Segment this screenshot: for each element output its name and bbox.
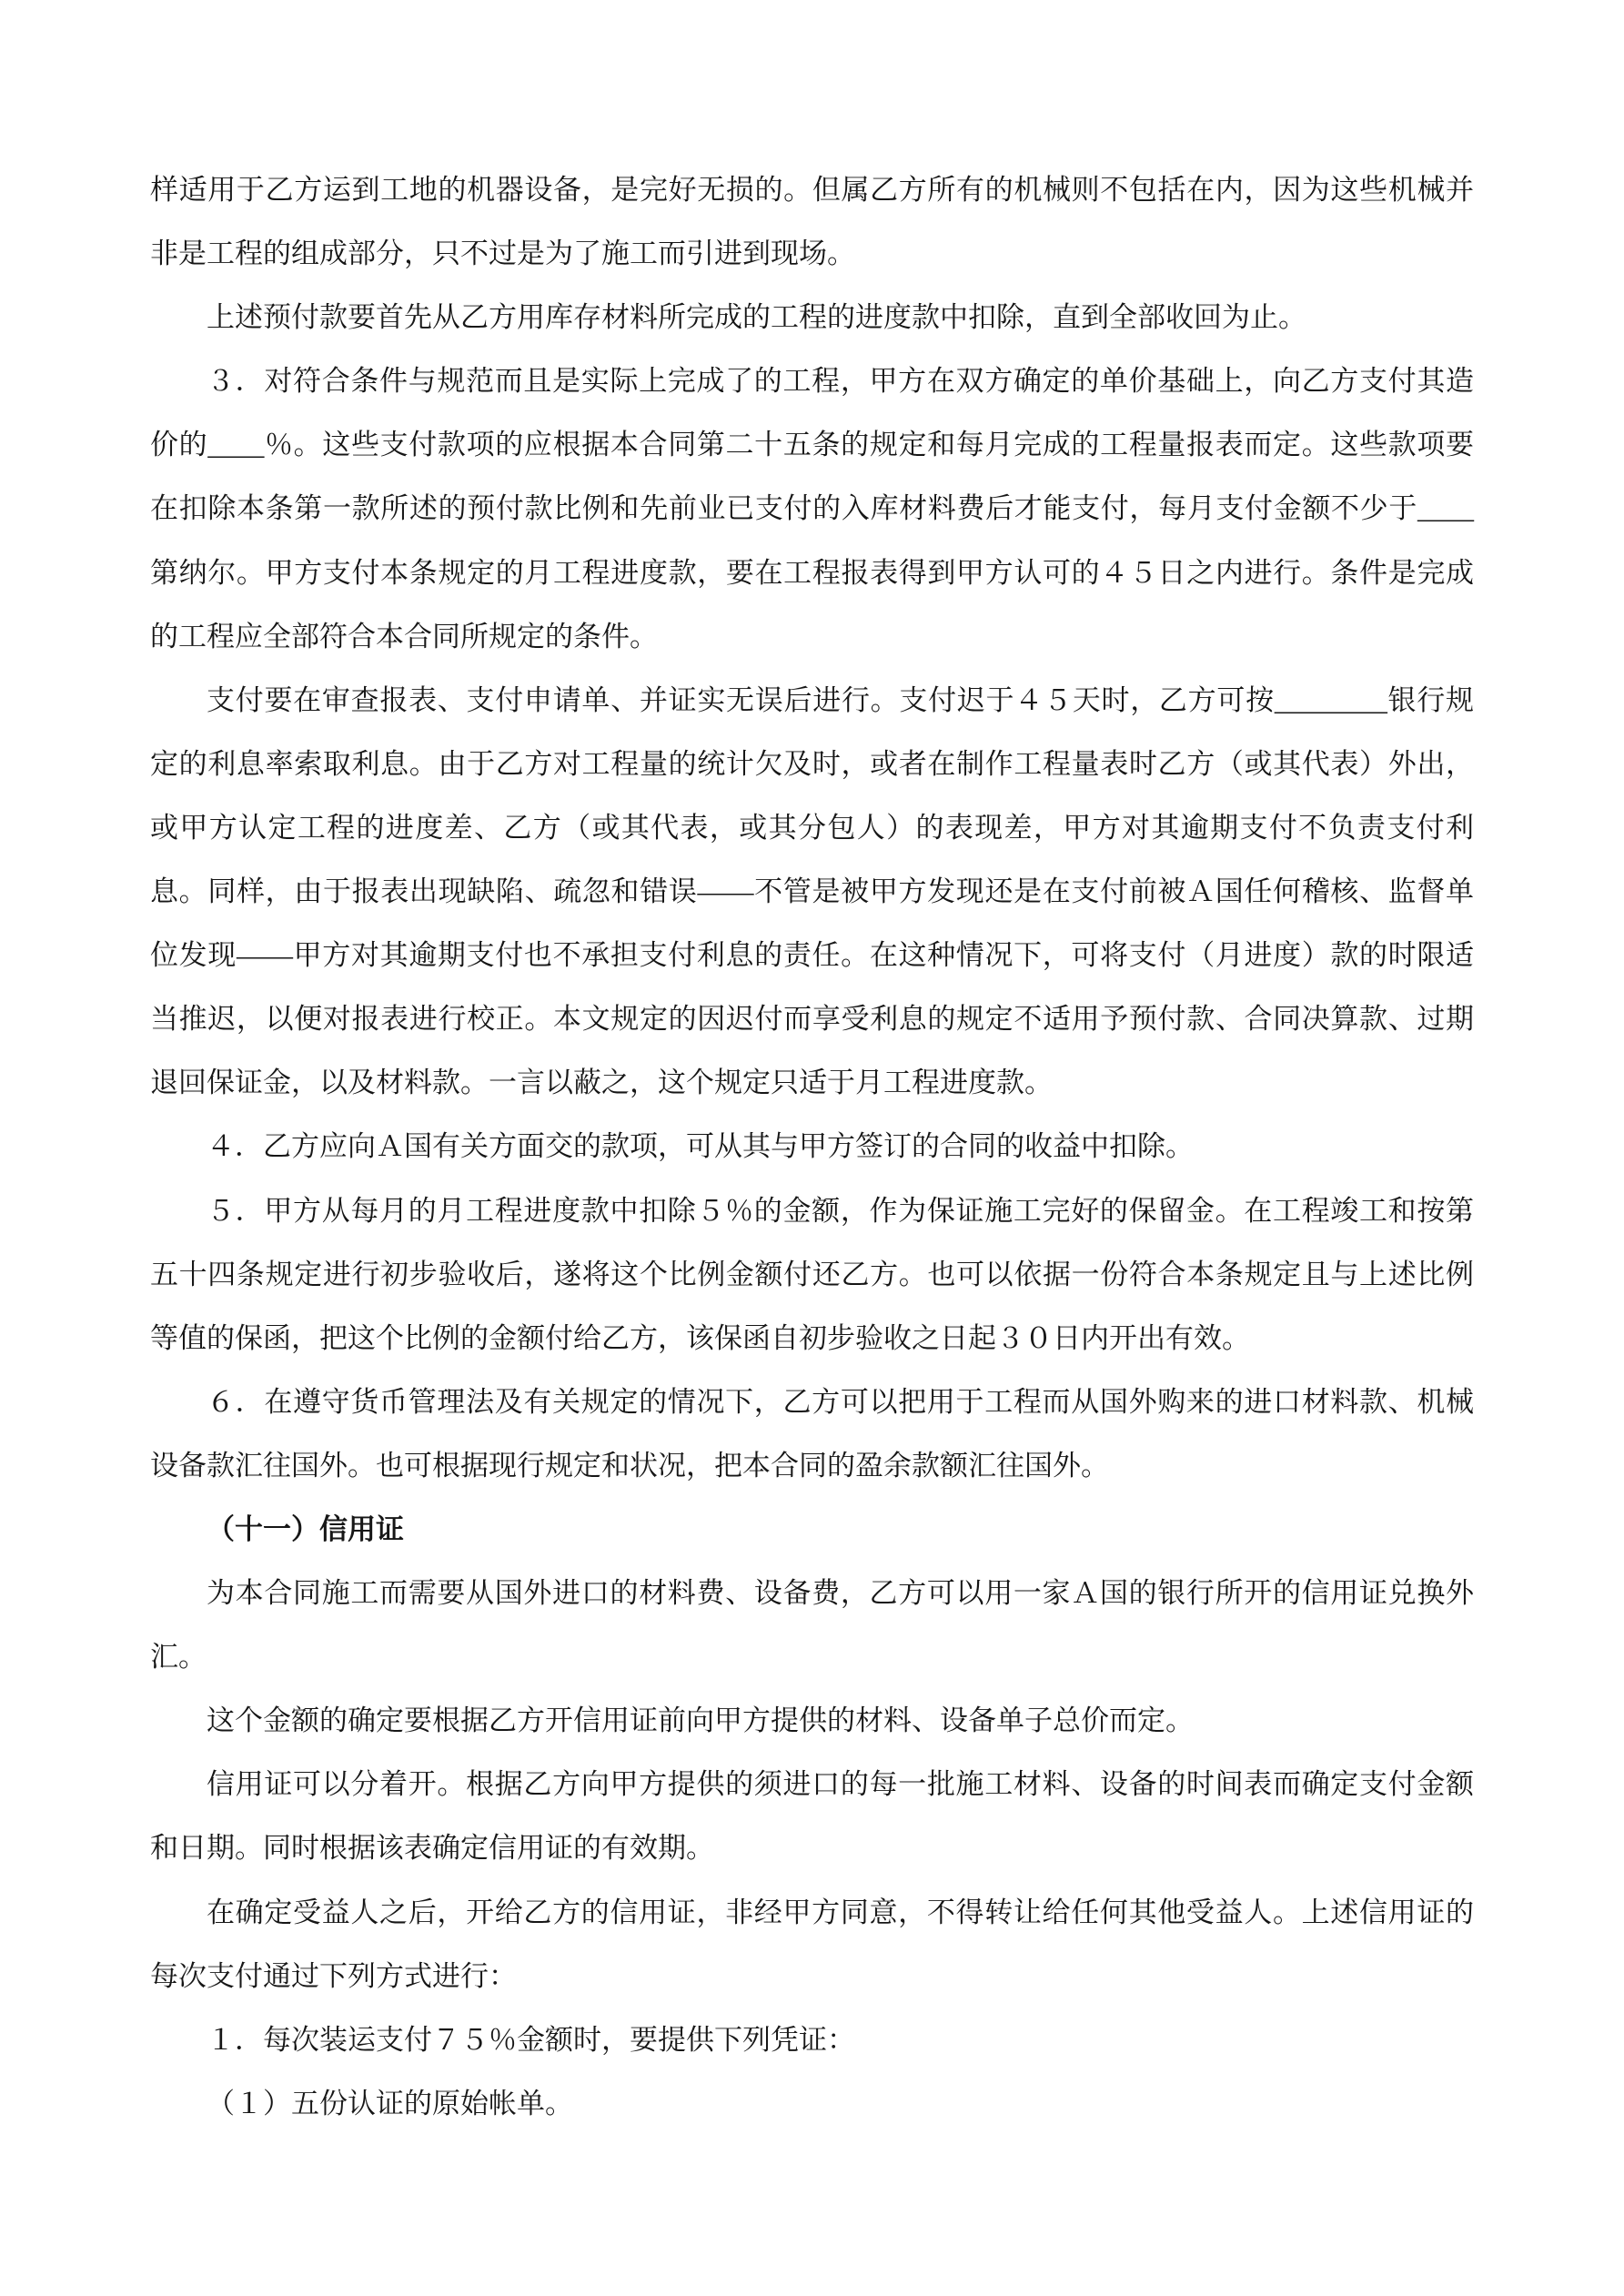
section-heading: （十一）信用证 (207, 1512, 404, 1545)
paragraph-13: １．每次装运支付７５％金额时，要提供下列凭证： (207, 2023, 855, 2056)
paragraph-11: 信用证可以分着开。根据乙方向甲方提供的须进口的每一批施工材料、设备的时间表而确定支付金额和日期。同时根据该表确定信用证的有效期。 (150, 1768, 1474, 1865)
paragraph-4: 支付要在审查报表、支付申请单、并证实无误后进行。支付迟于４５天时，乙方可按________银行规定的利息率索取利息。由于乙方对工程量的统计欠及时，或者在制作工程量表时乙方（或其代表）外出，或甲方认定工程的进度差、乙方（或其代表，或其分包人）的表现差，甲方对其逾期支付不负责支付利息。同样，由于报表出现缺陷、疏忽和错误——不管是被甲方发现还是在支付前被Ａ国任何稽核、监督单位发现——甲方对其逾期支付也不承担支付利息的责任。在这种情况下，可将支付（月进度）款的时限适当推迟，以便对报表进行校正。本文规定的因迟付而享受利息的规定不适用予预付款、合同决算款、过期退回保证金，以及材料款。一言以蔽之，这个规定只适于月工程进度款。 (150, 683, 1474, 1099)
document-body (150, 158, 1474, 2136)
paragraph-7: ６．在遵守货币管理法及有关规定的情况下，乙方可以把用于工程而从国外购来的进口材料款、机械设备款汇往国外。也可根据现行规定和状况，把本合同的盈余款额汇往国外。 (150, 1385, 1474, 1482)
paragraph-10: 这个金额的确定要根据乙方开信用证前向甲方提供的材料、设备单子总价而定。 (207, 1704, 1194, 1737)
paragraph-9: 为本合同施工而需要从国外进口的材料费、设备费，乙方可以用一家Ａ国的银行所开的信用证兑换外汇。 (150, 1577, 1474, 1674)
paragraph-14: （１）五份认证的原始帐单。 (207, 2087, 573, 2119)
paragraph-5: ４．乙方应向Ａ国有关方面交的款项，可从其与甲方签订的合同的收益中扣除。 (207, 1130, 1194, 1163)
paragraph-3: ３．对符合条件与规范而且是实际上完成了的工程，甲方在双方确定的单价基础上，向乙方支付其造价的____％。这些支付款项的应根据本合同第二十五条的规定和每月完成的工程量报表而定。这些款项要在扣除本条第一款所述的预付款比例和先前业已支付的入库材料费后才能支付，每月支付金额不少于____第纳尔。甲方支付本条规定的月工程进度款，要在工程报表得到甲方认可的４５日之内进行。条件是完成的工程应全部符合本合同所规定的条件。 (150, 365, 1474, 652)
paragraph-1: 样适用于乙方运到工地的机器设备，是完好无损的。但属乙方所有的机械则不包括在内，因为这些机械并非是工程的组成部分，只不过是为了施工而引进到现场。 (150, 174, 1474, 270)
paragraph-2: 上述预付款要首先从乙方用库存材料所完成的工程的进度款中扣除，直到全部收回为止。 (207, 301, 1306, 334)
paragraph-6: ５．甲方从每月的月工程进度款中扣除５％的金额，作为保证施工完好的保留金。在工程竣工和按第五十四条规定进行初步验收后，遂将这个比例金额付还乙方。也可以依据一份符合本条规定且与上述比例等值的保函，把这个比例的金额付给乙方，该保函自初步验收之日起３０日内开出有效。 (150, 1194, 1474, 1354)
paragraph-12: 在确定受益人之后，开给乙方的信用证，非经甲方同意，不得转让给任何其他受益人。上述信用证的每次支付通过下列方式进行： (150, 1896, 1474, 1992)
